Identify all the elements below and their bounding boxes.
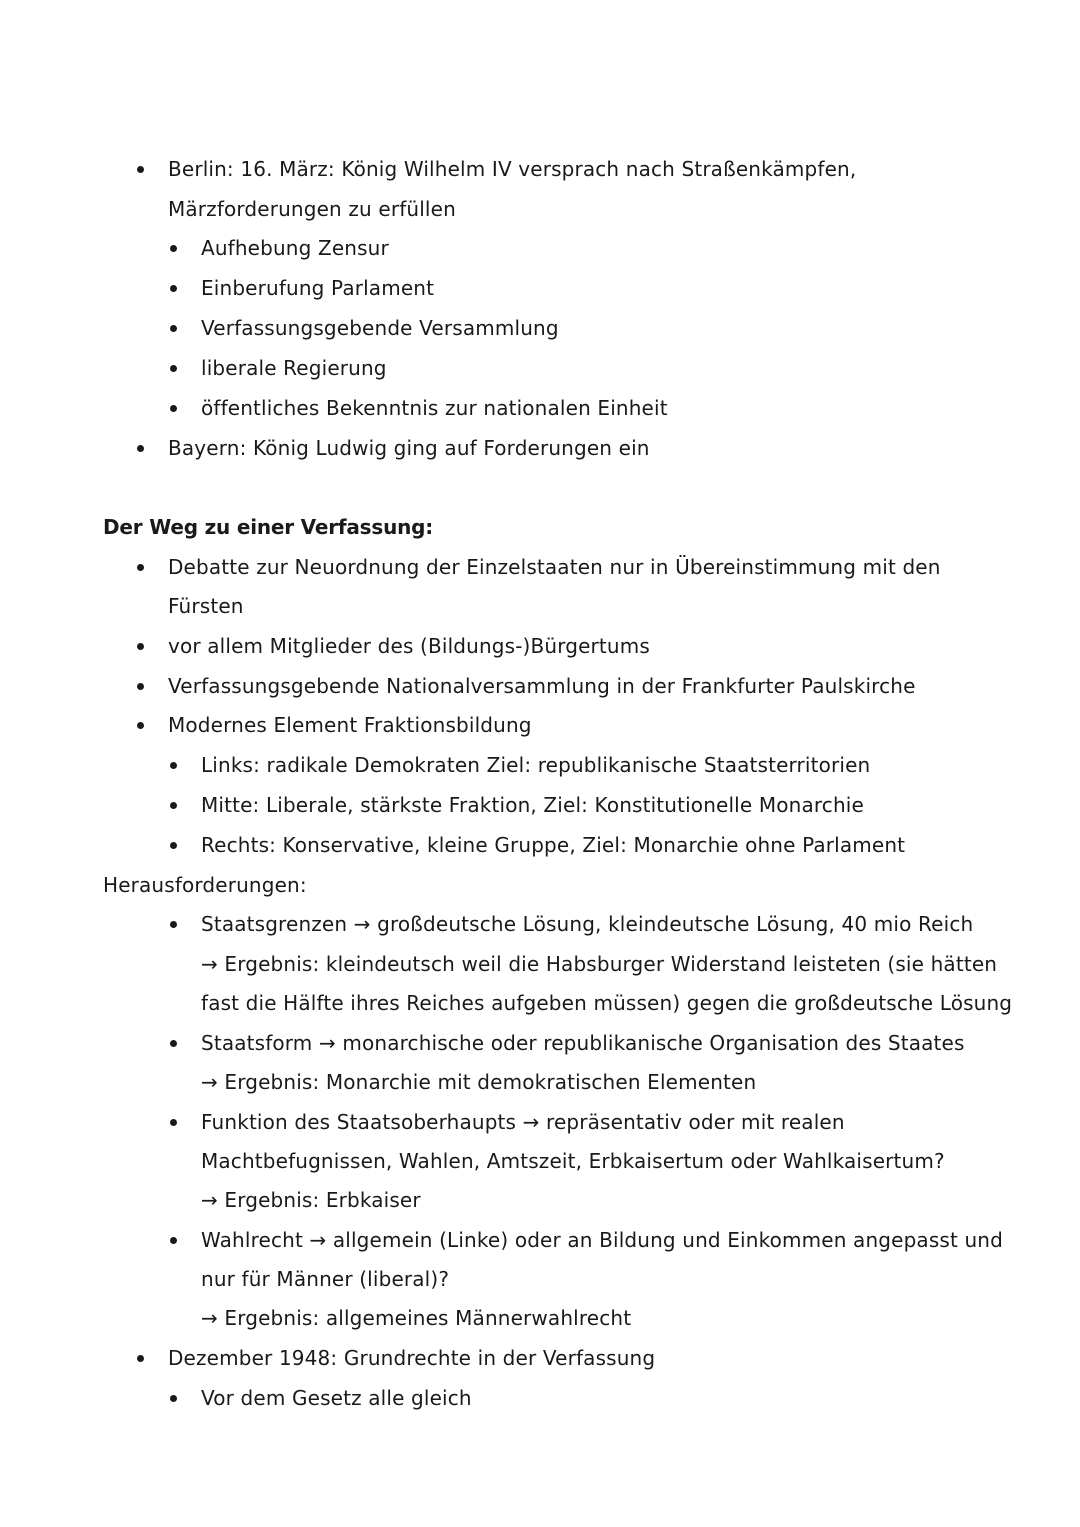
bullet [170,285,177,292]
dezember-text: Dezember 1948: Grundrechte in der Verfassung [168,1346,656,1370]
list-item: Mitte: Liberale, stärkste Fraktion, Ziel: Konstitutionelle Monarchie [201,793,864,817]
list-item: Rechts: Konservative, kleine Gruppe, Ziel: Monarchie ohne Parlament [201,833,906,857]
mitglieder-text: vor allem Mitglieder des (Bildungs-)Bürgertums [168,634,650,658]
staatsoberhaupt-line2: Machtbefugnissen, Wahlen, Amtszeit, Erbkaisertum oder Wahlkaisertum? [201,1149,945,1173]
bullet [170,1237,177,1244]
section-heading: Der Weg zu einer Verfassung: [103,515,434,539]
bullet [170,921,177,928]
berlin-text-line1: Berlin: 16. März: König Wilhelm IV versprach nach Straßenkämpfen, [168,157,857,181]
bullet [170,1395,177,1402]
list-item: Aufhebung Zensur [201,236,389,260]
berlin-text-line2: Märzforderungen zu erfüllen [168,197,456,221]
staatsform-line1: Staatsform → monarchische oder republikanische Organisation des Staates [201,1031,965,1055]
bullet [170,365,177,372]
staatsoberhaupt-line1: Funktion des Staatsoberhaupts → repräsentativ oder mit realen [201,1110,845,1134]
wahlrecht-line3: → Ergebnis: allgemeines Männerwahlrecht [201,1306,632,1330]
bayern-text: Bayern: König Ludwig ging auf Forderungen ein [168,436,650,460]
list-item: liberale Regierung [201,356,387,380]
list-item: Einberufung Parlament [201,276,435,300]
list-item: Vor dem Gesetz alle gleich [201,1386,472,1410]
staatsgrenzen-line1: Staatsgrenzen → großdeutsche Lösung, kleindeutsche Lösung, 40 mio Reich [201,912,974,936]
bullet [137,445,144,452]
bullet [137,643,144,650]
bullet [137,564,144,571]
bullet [170,405,177,412]
wahlrecht-line1: Wahlrecht → allgemein (Linke) oder an Bildung und Einkommen angepasst und [201,1228,1003,1252]
bullet [170,842,177,849]
nationalversammlung-text: Verfassungsgebende Nationalversammlung in der Frankfurter Paulskirche [168,674,916,698]
bullet [170,762,177,769]
list-item: öffentliches Bekenntnis zur nationalen Einheit [201,396,668,420]
bullet [170,1040,177,1047]
list-item: Verfassungsgebende Versammlung [201,316,559,340]
staatsoberhaupt-line3: → Ergebnis: Erbkaiser [201,1188,421,1212]
bullet [137,166,144,173]
list-item: Links: radikale Demokraten Ziel: republikanische Staatsterritorien [201,753,871,777]
wahlrecht-line2: nur für Männer (liberal)? [201,1267,450,1291]
debatte-line2: Fürsten [168,594,244,618]
bullet [137,722,144,729]
fraktion-text: Modernes Element Fraktionsbildung [168,713,532,737]
bullet [137,1355,144,1362]
bullet [170,245,177,252]
bullet [170,802,177,809]
staatsgrenzen-line3: fast die Hälfte ihres Reiches aufgeben müssen) gegen die großdeutsche Lösung [201,991,1013,1015]
bullet [137,683,144,690]
challenges-heading: Herausforderungen: [103,873,307,897]
debatte-line1: Debatte zur Neuordnung der Einzelstaaten nur in Übereinstimmung mit den [168,555,941,579]
bullet [170,1119,177,1126]
staatsgrenzen-line2: → Ergebnis: kleindeutsch weil die Habsburger Widerstand leisteten (sie hätten [201,952,998,976]
staatsform-line2: → Ergebnis: Monarchie mit demokratischen Elementen [201,1070,757,1094]
bullet [170,325,177,332]
